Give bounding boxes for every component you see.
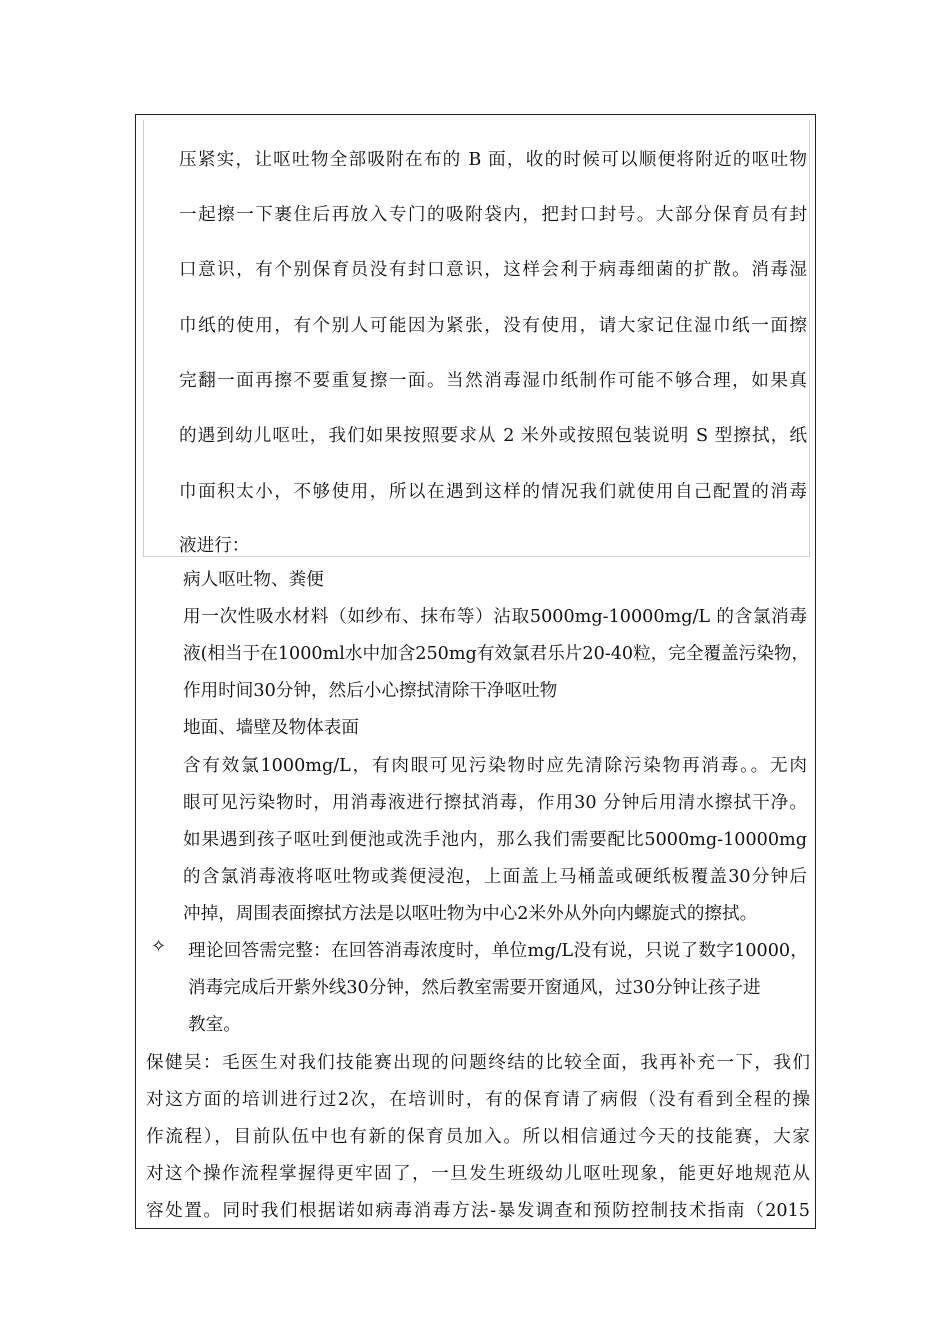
paragraph-line: 作流程），目前队伍中也有新的保育员加入。所以相信通过今天的技能赛，大家 (146, 1127, 810, 1147)
paragraph-line: 的遇到幼儿呕吐，我们如果按照要求从 2 米外或按照包装说明 S 型擦拭，纸 (179, 426, 807, 446)
section-line: 如果遇到孩子呕吐到便池或洗手池内，那么我们需要配比5000mg-10000mg (183, 830, 807, 850)
paragraph-line: 保健吴：毛医生对我们技能赛出现的问题终结的比较全面，我再补充一下，我们 (146, 1053, 810, 1073)
section-heading: 病人呕吐物、粪便 (183, 570, 324, 590)
section-line: 冲掉，周围表面擦拭方法是以呕吐物为中心2米外从外向内螺旋式的擦拭。 (183, 904, 758, 924)
note-line: 理论回答需完整：在回答消毒浓度时，单位mg/L没有说，只说了数字10000， (188, 941, 808, 961)
section-heading: 地面、墙壁及物体表面 (183, 718, 359, 738)
section-line: 用一次性吸水材料（如纱布、抹布等）沾取5000mg-10000mg/L 的含氯消毒 (183, 607, 807, 627)
paragraph-line: 对这个操作流程掌握得更牢固了，一旦发生班级幼儿呕吐现象，能更好地规范从 (146, 1164, 810, 1184)
section-line: 含有效氯1000mg/L，有肉眼可见污染物时应先清除污染物再消毒。。无肉 (183, 756, 807, 776)
note-line: 教室。 (188, 1015, 241, 1035)
paragraph-line: 口意识，有个别保育员没有封口意识，这样会利于病毒细菌的扩散。消毒湿 (179, 260, 807, 280)
paragraph-line: 对这方面的培训进行过2次，在培训时，有的保育请了病假（没有看到全程的操 (146, 1090, 810, 1110)
paragraph-line: 容处置。同时我们根据诺如病毒消毒方法-暴发调查和预防控制技术指南（2015 (146, 1201, 810, 1221)
section-line: 作用时间30分钟，然后小心擦拭清除干净呕吐物 (183, 681, 558, 701)
paragraph-line: 液进行： (179, 536, 250, 556)
note-line: 消毒完成后开紫外线30分钟，然后教室需要开窗通风，过30分钟让孩子进 (188, 978, 761, 998)
section-line: 的含氯消毒液将呕吐物或粪便浸泡，上面盖上马桶盖或硬纸板覆盖30分钟后 (183, 867, 807, 887)
paragraph-line: 一起擦一下裹住后再放入专门的吸附袋内，把封口封号。大部分保育员有封 (179, 205, 807, 225)
paragraph-line: 巾面积太小，不够使用，所以在遇到这样的情况我们就使用自己配置的消毒 (179, 482, 807, 502)
section-line: 眼可见污染物时，用消毒液进行擦拭消毒，作用30 分钟后用清水擦拭干净。 (183, 793, 807, 813)
paragraph-line: 巾纸的使用，有个别人可能因为紧张，没有使用，请大家记住湿巾纸一面擦 (179, 316, 807, 336)
diamond-bullet-icon: ✧ (151, 936, 167, 957)
paragraph-line: 完翻一面再擦不要重复擦一面。当然消毒湿巾纸制作可能不够合理，如果真 (179, 371, 807, 391)
paragraph-line: 压紧实，让呕吐物全部吸附在布的 B 面，收的时候可以顺便将附近的呕吐物 (179, 150, 807, 170)
section-line: 液(相当于在1000ml水中加含250mg有效氯君乐片20-40粒，完全覆盖污染物， (183, 644, 810, 664)
